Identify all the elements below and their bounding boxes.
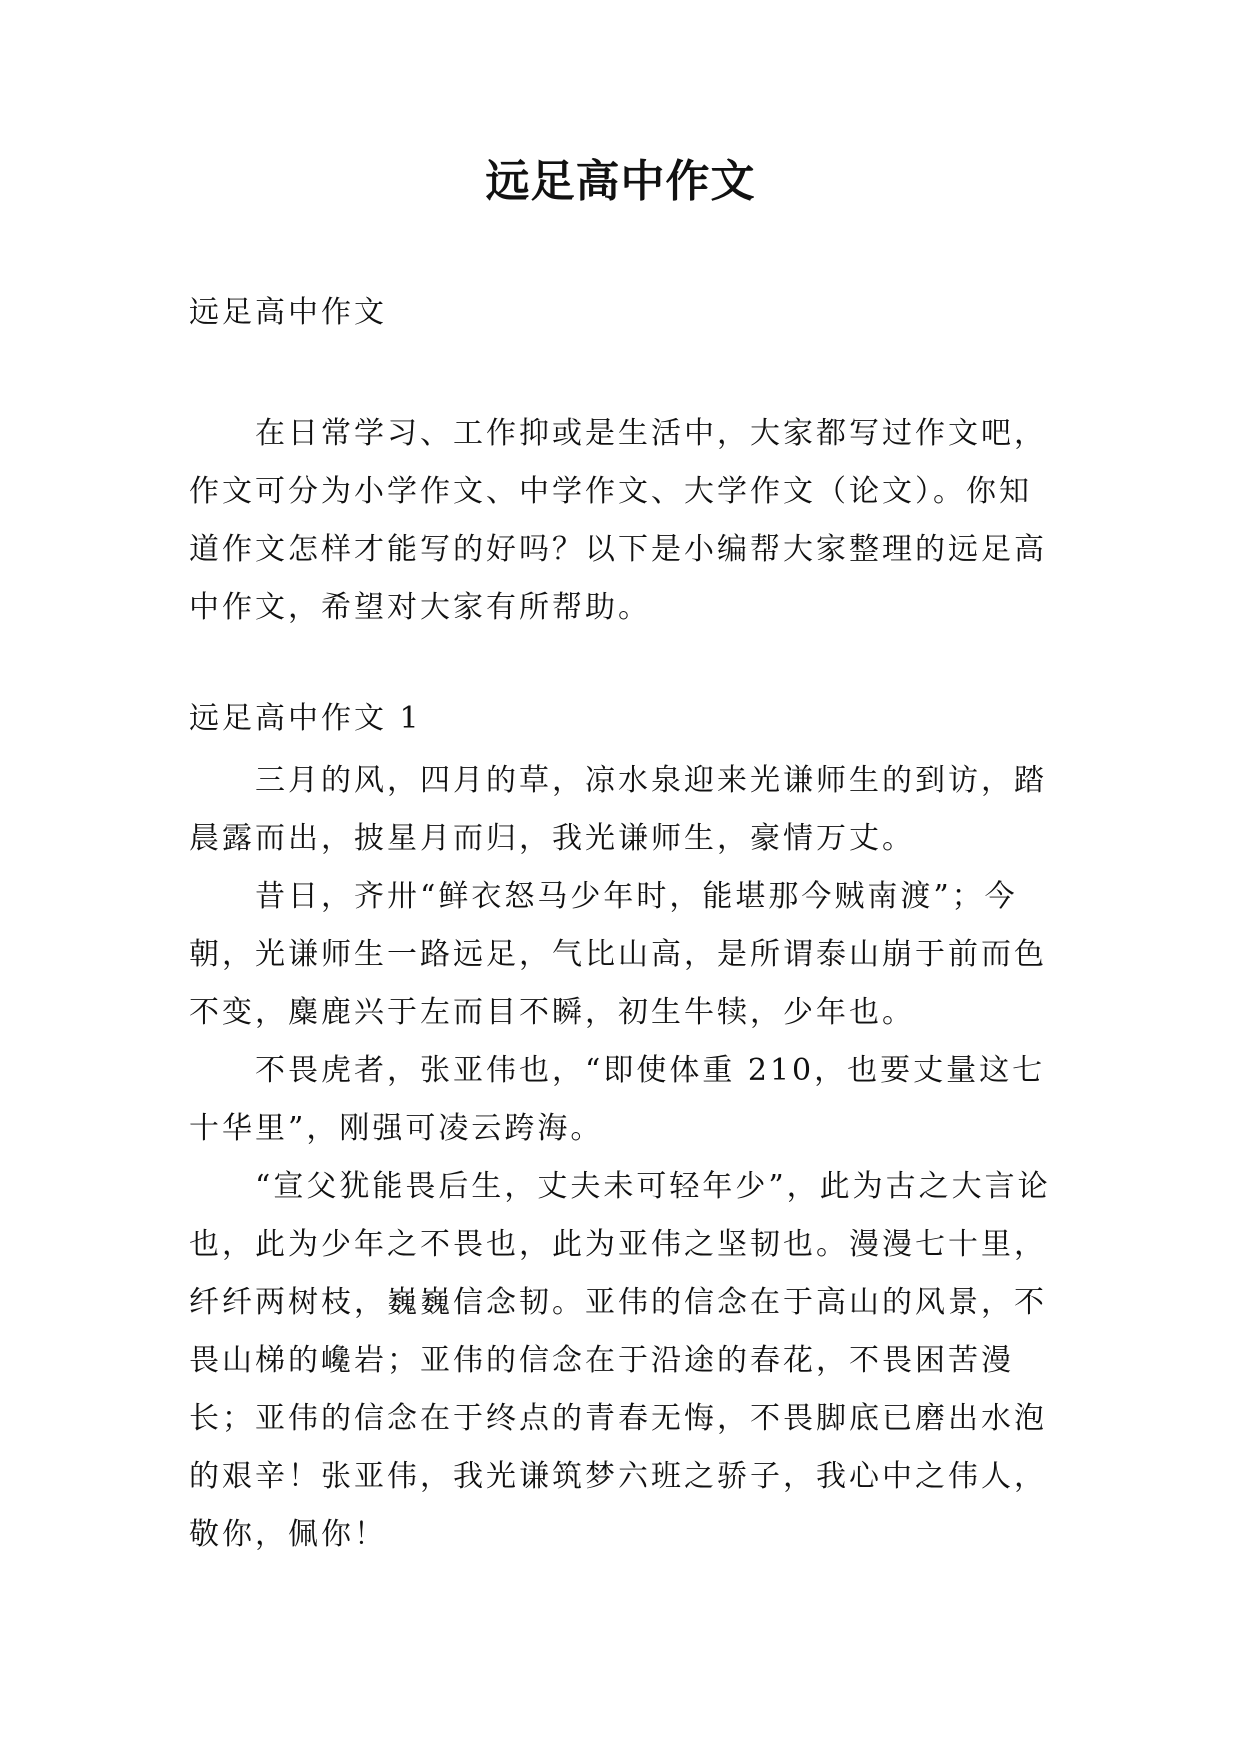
essay-paragraph-3: 不畏虎者，张亚伟也，“即使体重 210，也要丈量这七十华里”，刚强可凌云跨海。 <box>189 1053 1046 1146</box>
document-title: 远足高中作文 <box>485 156 756 207</box>
essay-paragraph-4: “宣父犹能畏后生，丈夫未可轻年少”，此为古之大言论也，此为少年之不畏也，此为亚伟之坚韧也。漫漫七十里，纤纤两树枝，巍巍信念韧。亚伟的信念在于高山的风景，不畏山梯的巉岩；亚伟的信念在于沿途的春花，不畏困苦漫长；亚伟的信念在于终点的青春无悔，不畏脚底已磨出水泡的艰辛！张亚伟，我光谦筑梦六班之骄子，我心中之伟人，敬你，佩你！ <box>189 1169 1051 1552</box>
essay-paragraph-2: 昔日，齐卅“鲜衣怒马少年时，能堪那今贼南渡”；今朝，光谦师生一路远足，气比山高，是所谓泰山崩于前而色不变，麋鹿兴于左而目不瞬，初生牛犊，少年也。 <box>189 879 1047 1030</box>
essay-paragraph-1: 三月的风，四月的草，凉水泉迎来光谦师生的到访，踏晨露而出，披星月而归，我光谦师生，豪情万丈。 <box>189 763 1047 856</box>
section-heading: 远足高中作文 1 <box>189 701 422 736</box>
intro-paragraph: 在日常学习、工作抑或是生活中，大家都写过作文吧，作文可分为小学作文、中学作文、大学作文（论文）。你知道作文怎样才能写的好吗？以下是小编帮大家整理的远足高中作文，希望对大家有所帮助。 <box>189 416 1047 625</box>
document-subtitle: 远足高中作文 <box>189 295 387 330</box>
essay-body <box>189 752 1054 1564</box>
